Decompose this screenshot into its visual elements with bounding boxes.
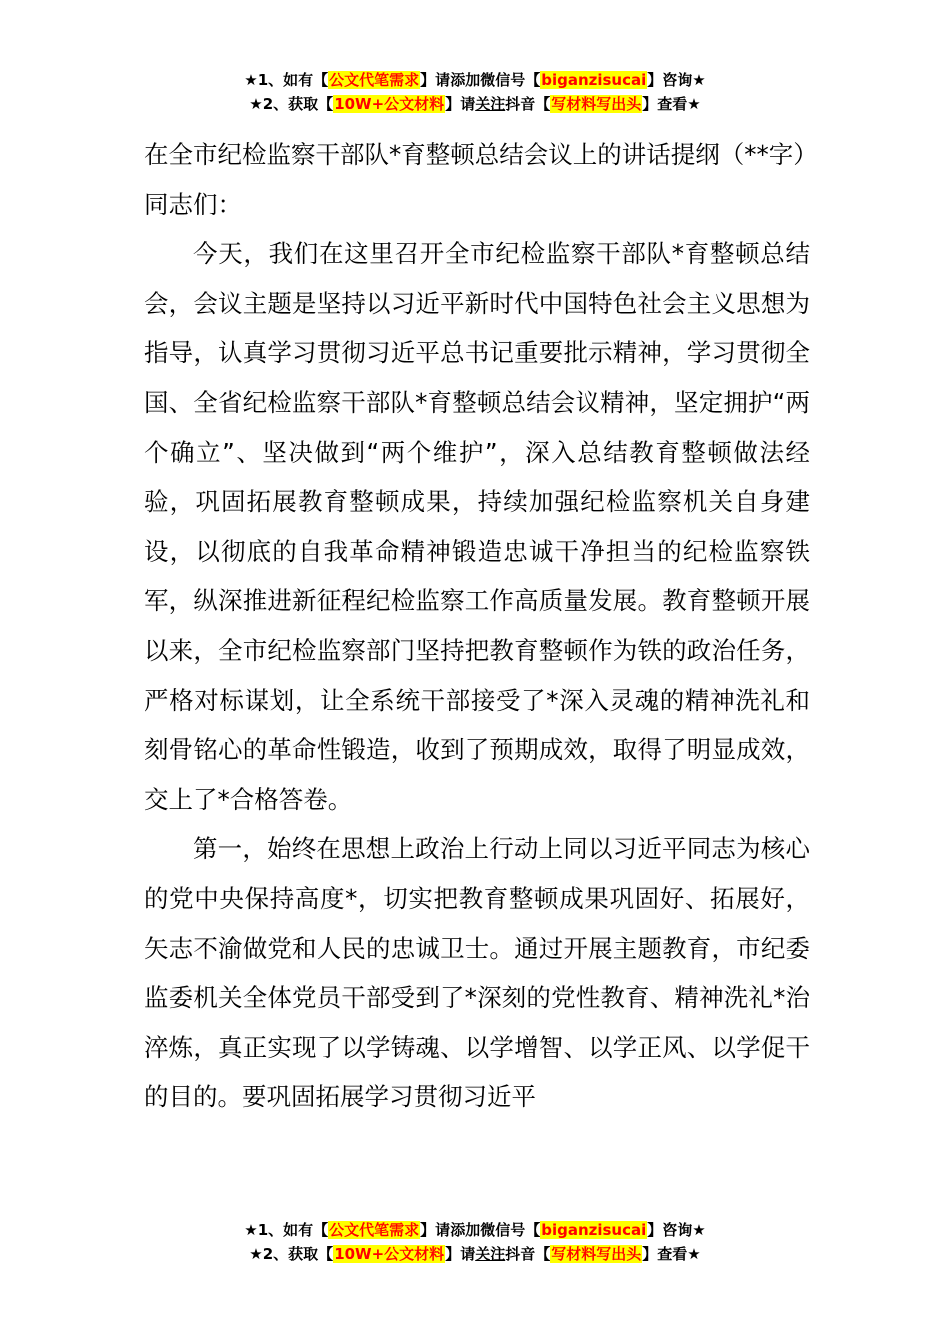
promo-line2-suffix: 】查看★ [642,1245,701,1263]
promo-line2-emph: 关注 [475,1245,506,1263]
promo-line2-highlight-materials: 10W+公文材料 [334,1245,445,1263]
promo-line2-middle2: 抖音【 [505,1245,551,1263]
promo-line2-middle1: 】请 [445,1245,476,1263]
promo-line1-suffix: 】咨询★ [647,71,706,89]
promo-line2-highlight-douyin: 写材料写出头 [551,95,642,113]
promo-line1-middle2: 微信号【 [480,1221,541,1239]
promo-line1-highlight-service: 公文代笔需求 [329,71,420,89]
promo-line2-prefix: ★2、获取【 [249,95,334,113]
promo-line-1 [0,1218,950,1242]
paragraph-opening: 今天，我们在这里召开全市纪检监察干部队*育整顿总结会，会议主题是坚持以习近平新时代中国特色社会主义思想为指导，认真学习贯彻习近平总书记重要批示精神，学习贯彻全国、全省纪检监察干部队*育整顿总结会议精神，坚定拥护“两个确立”、坚决做到“两个维护”，深入总结教育整顿做法经验，巩固拓展教育整顿成果，持续加强纪检监察机关自身建设，以彻底的自我革命精神锻造忠诚干净担当的纪检监察铁军，纵深推进新征程纪检监察工作高质量发展。教育整顿开展以来，全市纪检监察部门坚持把教育整顿作为铁的政治任务，严格对标谋划，让全系统干部接受了*深入灵魂的精神洗礼和刻骨铭心的革命性锻造，收到了预期成效，取得了明显成效，交上了*合格答卷。 [144,239,810,814]
promo-line1-prefix: ★1、如有【 [244,71,329,89]
top-promo-banner [0,68,950,116]
promo-line1-highlight-wechat: biganzisucai [541,71,647,89]
promo-line2-prefix: ★2、获取【 [249,1245,334,1263]
document-body [144,130,818,1122]
promo-line2-suffix: 】查看★ [642,95,701,113]
promo-line1-highlight-service: 公文代笔需求 [329,1221,420,1239]
promo-line2-emph: 关注 [475,95,506,113]
promo-line-1 [0,68,950,92]
promo-line1-middle1: 】请 [420,71,451,89]
bottom-promo-banner [0,1218,950,1266]
salutation: 同志们： [144,189,242,219]
promo-line1-highlight-wechat: biganzisucai [541,1221,647,1239]
promo-line1-emph: 添加 [450,1221,481,1239]
promo-line2-middle2: 抖音【 [505,95,551,113]
promo-line1-middle1: 】请 [420,1221,451,1239]
promo-line1-emph: 添加 [450,71,481,89]
promo-line2-middle1: 】请 [445,95,476,113]
promo-line-2 [0,92,950,116]
promo-line2-highlight-materials: 10W+公文材料 [334,95,445,113]
promo-line1-middle2: 微信号【 [480,71,541,89]
paragraph-first-point: 第一，始终在思想上政治上行动上同以习近平同志为核心的党中央保持高度*，切实把教育整顿成果巩固好、拓展好，矢志不渝做党和人民的忠诚卫士。通过开展主题教育，市纪委监委机关全体党员干部受到了*深刻的党性教育、精神洗礼*治淬炼，真正实现了以学铸魂、以学增智、以学正风、以学促干的目的。要巩固拓展学习贯彻习近平 [144,834,810,1112]
promo-line-2 [0,1242,950,1266]
document-title: 在全市纪检监察干部队*育整顿总结会议上的讲话提纲（**字） [144,140,818,169]
promo-line1-prefix: ★1、如有【 [244,1221,329,1239]
promo-line1-suffix: 】咨询★ [647,1221,706,1239]
promo-line2-highlight-douyin: 写材料写出头 [551,1245,642,1263]
